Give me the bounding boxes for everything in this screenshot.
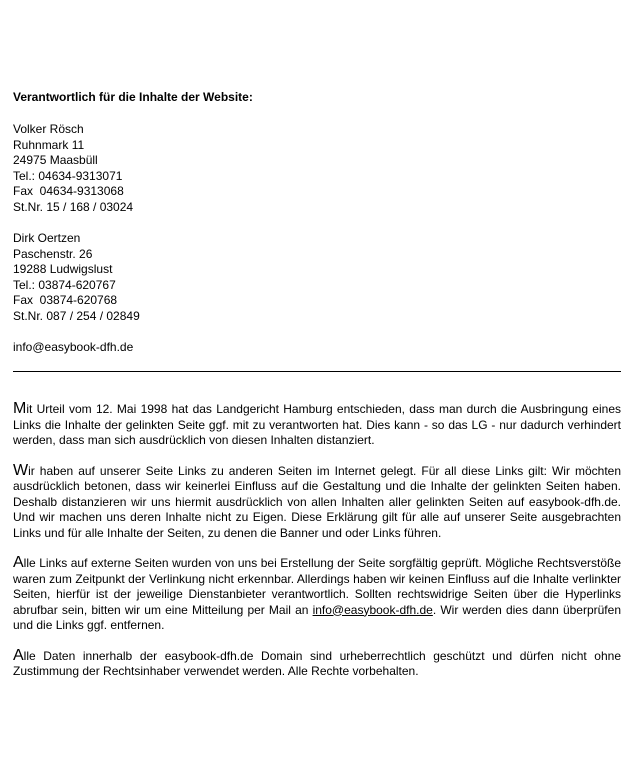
disclaimer-paragraph-links [13, 461, 621, 542]
contact-city: 19288 Ludwigslust [13, 262, 113, 276]
email-link[interactable]: info@easybook-dfh.de [312, 602, 433, 617]
disclaimer-paragraph-court-ruling [13, 402, 621, 449]
paragraph-text: lle Links auf externe Seiten wurden von uns bei Erstellung der Seite sorgfältig geprüft. Mögliche Rechtsverstöße waren zum Zeitpunkt der Verlinkung nicht erkennbar. Allerdings haben wir keinen Einfluss auf die Inhalte verlinkter Seiten, hierfür ist der jeweilige Dienstanbieter verantwortlich. Sollten rechtswidrige Seiten über die Hyperlinks abrufbar sein, bitten wir um eine Mitteilung per Mail an [13, 556, 621, 617]
paragraph-initial: A [13, 646, 24, 664]
contact-block-rosch [13, 122, 621, 215]
contact-name: Dirk Oertzen [13, 231, 81, 245]
contact-tax-number: St.Nr. 087 / 254 / 02849 [13, 308, 140, 323]
paragraph-initial: W [13, 461, 29, 479]
contact-street: Ruhnmark 11 [13, 137, 85, 152]
contact-fax: Fax 03874-620768 [13, 293, 118, 307]
contact-block-oertzen [13, 231, 621, 324]
contact-phone: Tel.: 03874-620767 [13, 277, 116, 292]
divider [13, 371, 621, 372]
disclaimer-paragraph-external-links [13, 556, 621, 634]
contact-fax: Fax 04634-9313068 [13, 184, 124, 198]
contact-city: 24975 Maasbüll [13, 153, 98, 167]
paragraph-text: it Urteil vom 12. Mai 1998 hat das Landgericht Hamburg entschieden, dass man durch die Ausbringung eines Links die Inhalte der gelinkten Seite ggf. mit zu verantworten hat. Dies kann - so das LG - nur dadurch verhindert werden, dass man sich ausdrücklich von diesen Inhalten distanziert. [13, 402, 621, 447]
imprint-content [13, 90, 621, 695]
contact-phone: Tel.: 04634-9313071 [13, 168, 123, 183]
paragraph-text: . Wir werden dies dann überprüfen und die Links ggf. entfernen. [13, 602, 621, 632]
paragraph-initial: M [13, 400, 27, 417]
paragraph-text: lle Daten innerhalb der easybook-dfh.de Domain sind urheberrechtlich geschützt und dürfen nicht ohne Zustimmung der Rechtsinhaber verwendet werden. Alle Rechte vorbehalten. [13, 648, 621, 678]
contact-email: info@easybook-dfh.de [13, 340, 134, 354]
paragraph-initial: A [13, 554, 24, 571]
contact-name: Volker Rösch [13, 122, 84, 136]
contact-street: Paschenstr. 26 [13, 246, 93, 261]
contact-tax-number: St.Nr. 15 / 168 / 03024 [13, 199, 134, 214]
page-title: Verantwortlich für die Inhalte der Website: [13, 90, 253, 104]
paragraph-text: ir haben auf unserer Seite Links zu anderen Seiten im Internet gelegt. Für all diese Links gilt: Wir möchten ausdrücklich betonen, dass wir keinerlei Einfluss auf die Gestaltung und die Inhalte der gelinkten Seiten haben. Deshalb distanzieren wir uns hiermit ausdrücklich von allen Inhalten aller gelinkten Seiten auf easybook-dfh.de. Und wir machen uns deren Inhalte nicht zu Eigen. Diese Erklärung gilt für alle auf unserer Seite ausgebrachten Links und für alle Inhalte der Seiten, zu denen die Banner und oder Links führen. [13, 463, 621, 540]
disclaimer-paragraph-copyright [13, 646, 621, 680]
